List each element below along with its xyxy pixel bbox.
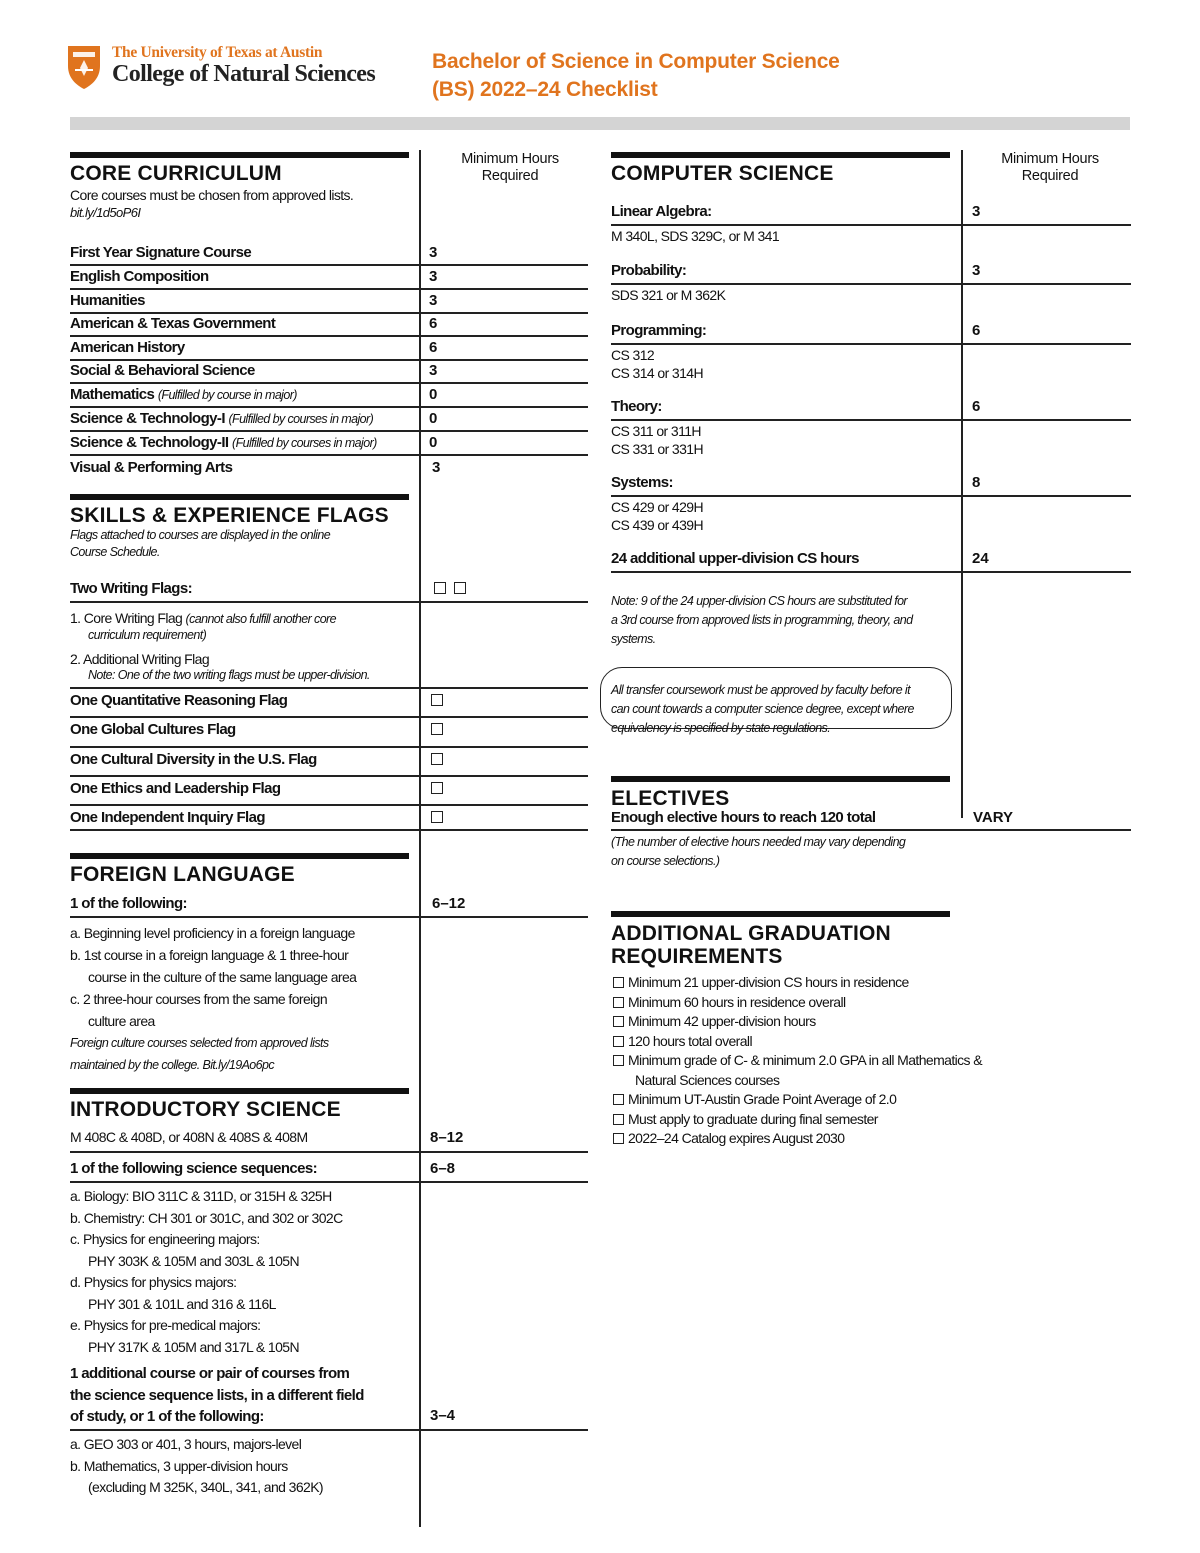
cs-prog-course: CS 314 or 314H	[611, 365, 703, 381]
requirement-checkbox[interactable]	[613, 997, 624, 1008]
intro-math: M 408C & 408D, or 408N & 408S & 408M	[70, 1129, 308, 1145]
core-row-name: Humanities	[70, 292, 145, 309]
writing-flag-2: 2. Additional Writing Flag Note: One of the two writing flags must be upper-division.	[70, 651, 370, 682]
flag-checkbox[interactable]	[431, 694, 443, 706]
rule	[70, 829, 588, 831]
foreign-options: a. Beginning level proficiency in a foreign language b. 1st course in a foreign language & 1 three-hour course in the culture of the same language area c. 2 three-hour courses from the same foreign culture area Foreign culture courses selected from approved lists maintained by the college. Bit.ly/19Ao6pc	[70, 925, 357, 1072]
electives-title: ELECTIVES	[611, 787, 730, 810]
page-title	[432, 48, 840, 104]
cs-prog-course: CS 312	[611, 347, 655, 363]
cs-linalg-course: M 340L, SDS 329C, or M 341	[611, 228, 780, 244]
rule	[611, 495, 1131, 497]
requirement-text: Must apply to graduate during final semester	[628, 1110, 878, 1127]
requirement-checkbox[interactable]	[613, 1094, 624, 1105]
requirement-item	[613, 1110, 1133, 1130]
core-row-hours: 6	[429, 315, 438, 332]
intro-title: INTRODUCTORY SCIENCE	[70, 1098, 341, 1121]
rule	[611, 283, 1131, 285]
core-row-label	[70, 314, 275, 333]
rule	[70, 454, 588, 456]
rule	[70, 406, 588, 408]
requirement-text: Minimum 21 upper-division CS hours in residence	[628, 974, 909, 990]
rule	[611, 571, 1131, 573]
cs-sys-course: CS 439 or 439H	[611, 517, 703, 533]
rule	[70, 746, 588, 748]
transfer-note-box: All transfer coursework must be approved by faculty before it can count towards a computer science degree, except where equivalency is specified by state regulations.	[600, 667, 952, 729]
cs-sys-course: CS 429 or 429H	[611, 499, 703, 515]
core-row-label	[70, 243, 251, 262]
cs-upper-hours: 24	[972, 550, 989, 567]
additional-title: ADDITIONAL GRADUATION REQUIREMENTS	[611, 922, 891, 968]
requirement-checkbox[interactable]	[613, 1133, 624, 1144]
cs-upper-label: 24 additional upper-division CS hours	[611, 550, 859, 567]
flag-row: One Independent Inquiry Flag	[70, 809, 265, 826]
flag-checkbox[interactable]	[431, 782, 443, 794]
shield-icon	[66, 44, 102, 90]
flags-note2: Course Schedule.	[70, 545, 160, 559]
core-row-hours: 0	[429, 434, 438, 451]
rule	[70, 1151, 588, 1153]
core-row-label	[70, 267, 209, 286]
requirement-text: Minimum 60 hours in residence overall	[628, 993, 846, 1010]
cs-linalg-hours: 3	[972, 203, 981, 220]
requirement-text: Minimum 42 upper-division hours	[628, 1013, 816, 1029]
cs-prog-hours: 6	[972, 322, 981, 339]
cs-sys-hours: 8	[972, 474, 981, 491]
intro-additional-label: 1 additional course or pair of courses from the science sequence lists, in a different field of study, or 1 of the following:	[70, 1365, 364, 1425]
intro-math-hours: 8–12	[430, 1129, 464, 1146]
cs-theory-course: CS 331 or 331H	[611, 441, 703, 457]
cs-linalg-label: Linear Algebra:	[611, 203, 712, 220]
right-hours-header: Minimum Hours Required	[1001, 151, 1099, 184]
additional-list	[613, 973, 1133, 1149]
requirement-text: 120 hours total overall	[628, 1032, 752, 1049]
electives-hours: VARY	[973, 809, 1014, 826]
cs-theory-course: CS 311 or 311H	[611, 423, 701, 439]
requirement-text: Natural Sciences courses	[635, 1071, 780, 1088]
rule	[70, 1429, 588, 1431]
flags-bar	[70, 494, 409, 500]
requirement-text: 2022–24 Catalog expires August 2030	[628, 1130, 845, 1146]
core-row-hours: 3	[429, 362, 438, 379]
flag-row: One Cultural Diversity in the U.S. Flag	[70, 751, 317, 768]
cs-note: Note: 9 of the 24 upper-division CS hours are substituted for a 3rd course from approved lists in programming, theory, and systems.	[611, 594, 913, 646]
flag-checkbox[interactable]	[431, 811, 443, 823]
core-row-note: (Fulfilled by courses in major)	[228, 412, 374, 426]
header-divider	[70, 117, 1130, 130]
intro-seq-options: a. Biology: BIO 311C & 311D, or 315H & 325H b. Chemistry: CH 301 or 301C, and 302 or 302C c. Physics for engineering majors: PHY 303K & 105M and 303L & 105N d. Physics for physics majors: PHY 301 & 101L and 316 & 116L e. Physics for pre-medical majors: PHY 317K & 105M and 317L & 105N	[70, 1188, 343, 1355]
rule	[611, 419, 1131, 421]
cs-prog-label: Programming:	[611, 322, 707, 339]
rule	[70, 916, 588, 918]
core-row-name: American & Texas Government	[70, 315, 276, 332]
additional-bar	[611, 911, 950, 917]
intro-seq-label: 1 of the following science sequences:	[70, 1160, 318, 1177]
rule	[70, 716, 588, 718]
core-row-label	[70, 361, 255, 380]
core-row-name: First Year Signature Course	[70, 244, 252, 261]
core-row-label	[70, 291, 145, 310]
writing-flags-label: Two Writing Flags:	[70, 580, 192, 597]
requirement-checkbox[interactable]	[613, 977, 624, 988]
rule	[70, 288, 588, 290]
writing-flag-2-checkbox[interactable]	[454, 582, 466, 594]
rule	[70, 264, 588, 266]
core-row-hours: 0	[429, 386, 438, 403]
right-column-rule	[961, 150, 963, 818]
core-row-label	[70, 458, 232, 477]
requirement-item	[613, 1032, 1133, 1052]
requirement-item	[613, 1012, 1133, 1032]
electives-bar	[611, 776, 950, 782]
core-row-name: Visual & Performing Arts	[70, 459, 233, 476]
requirement-text: Minimum UT-Austin Grade Point Average of 2.0	[628, 1091, 897, 1107]
rule	[70, 430, 588, 432]
electives-label: Enough elective hours to reach 120 total	[611, 809, 876, 826]
flag-row: One Ethics and Leadership Flag	[70, 780, 281, 797]
core-row-hours: 3	[429, 268, 438, 285]
core-row-name: Science & Technology-II	[70, 434, 229, 451]
core-row-name: American History	[70, 339, 185, 356]
core-bar	[70, 152, 409, 158]
core-row-hours: 6	[429, 339, 438, 356]
intro-bar	[70, 1088, 409, 1094]
core-row-name: Social & Behavioral Science	[70, 362, 255, 379]
cs-title: COMPUTER SCIENCE	[611, 162, 834, 185]
cs-bar	[611, 152, 950, 158]
writing-flag-1: 1. Core Writing Flag (cannot also fulfill another core curriculum requirement)	[70, 610, 336, 642]
left-hours-header: Minimum Hours Required	[461, 151, 559, 184]
flag-checkbox[interactable]	[431, 723, 443, 735]
core-row-name: Science & Technology-I	[70, 410, 225, 427]
foreign-hours: 6–12	[432, 895, 466, 912]
rule	[70, 775, 588, 777]
cs-theory-hours: 6	[972, 398, 981, 415]
logo-line1: The University of Texas at Austin	[112, 44, 323, 61]
rule	[70, 804, 588, 806]
title-line2: (BS) 2022–24 Checklist	[432, 78, 658, 101]
flag-row: One Quantitative Reasoning Flag	[70, 692, 288, 709]
logo-line2: College of Natural Sciences	[112, 61, 376, 87]
ut-logo	[66, 44, 411, 94]
requirement-item	[613, 1051, 1133, 1071]
rule	[611, 829, 1131, 831]
rule	[70, 382, 588, 384]
foreign-title: FOREIGN LANGUAGE	[70, 863, 295, 886]
rule	[70, 335, 588, 337]
flag-row: One Global Cultures Flag	[70, 721, 236, 738]
core-row-hours: 3	[432, 459, 441, 476]
requirement-item	[613, 973, 1133, 993]
title-line1: Bachelor of Science in Computer Science	[432, 50, 840, 73]
foreign-label: 1 of the following:	[70, 895, 187, 912]
requirement-item	[613, 993, 1133, 1013]
core-row-hours: 3	[429, 292, 438, 309]
cs-prob-course: SDS 321 or M 362K	[611, 287, 726, 303]
electives-note: (The number of elective hours needed may vary depending on course selections.)	[611, 835, 906, 868]
requirement-checkbox[interactable]	[613, 1114, 624, 1125]
core-row-name: English Composition	[70, 268, 209, 285]
core-row-note: (Fulfilled by courses in major)	[232, 436, 377, 450]
cs-prob-hours: 3	[972, 262, 981, 279]
requirement-item	[613, 1071, 1133, 1091]
core-row-note: (Fulfilled by course in major)	[157, 388, 297, 402]
core-link[interactable]: bit.ly/1d5oP6I	[70, 205, 141, 220]
intro-seq-hours: 6–8	[430, 1160, 456, 1177]
core-row-label	[70, 338, 185, 357]
flag-checkbox[interactable]	[431, 753, 443, 765]
core-row-name: Mathematics	[70, 386, 155, 403]
intro-additional-hours: 3–4	[430, 1407, 456, 1424]
requirement-checkbox[interactable]	[613, 1036, 624, 1047]
foreign-bar	[70, 853, 409, 859]
left-column-rule	[419, 150, 421, 1527]
writing-flag-1-checkbox[interactable]	[434, 582, 446, 594]
cs-sys-label: Systems:	[611, 474, 673, 491]
core-title: CORE CURRICULUM	[70, 162, 282, 185]
flags-title: SKILLS & EXPERIENCE FLAGS	[70, 504, 389, 527]
rule	[70, 601, 588, 603]
rule	[611, 224, 1131, 226]
cs-theory-label: Theory:	[611, 398, 662, 415]
rule	[611, 343, 1131, 345]
requirement-checkbox[interactable]	[613, 1016, 624, 1027]
rule	[70, 1181, 588, 1183]
requirement-checkbox[interactable]	[613, 1055, 624, 1066]
cs-prob-label: Probability:	[611, 262, 687, 279]
intro-additional-options: a. GEO 303 or 401, 3 hours, majors-level b. Mathematics, 3 upper-division hours (excluding M 325K, 340L, 341, and 362K)	[70, 1436, 323, 1495]
core-row-label	[70, 409, 373, 428]
core-row-hours: 3	[429, 244, 438, 261]
core-row-hours: 0	[429, 410, 438, 427]
requirement-item	[613, 1090, 1133, 1110]
flags-note1: Flags attached to courses are displayed in the online	[70, 528, 331, 542]
rule	[70, 687, 588, 689]
writing-flag-checkboxes	[434, 581, 466, 599]
core-note: Core courses must be chosen from approved lists.	[70, 187, 354, 203]
requirement-item	[613, 1129, 1133, 1149]
core-row-label	[70, 433, 377, 452]
requirement-text: Minimum grade of C- & minimum 2.0 GPA in all Mathematics &	[628, 1052, 982, 1068]
core-row-label	[70, 385, 297, 404]
